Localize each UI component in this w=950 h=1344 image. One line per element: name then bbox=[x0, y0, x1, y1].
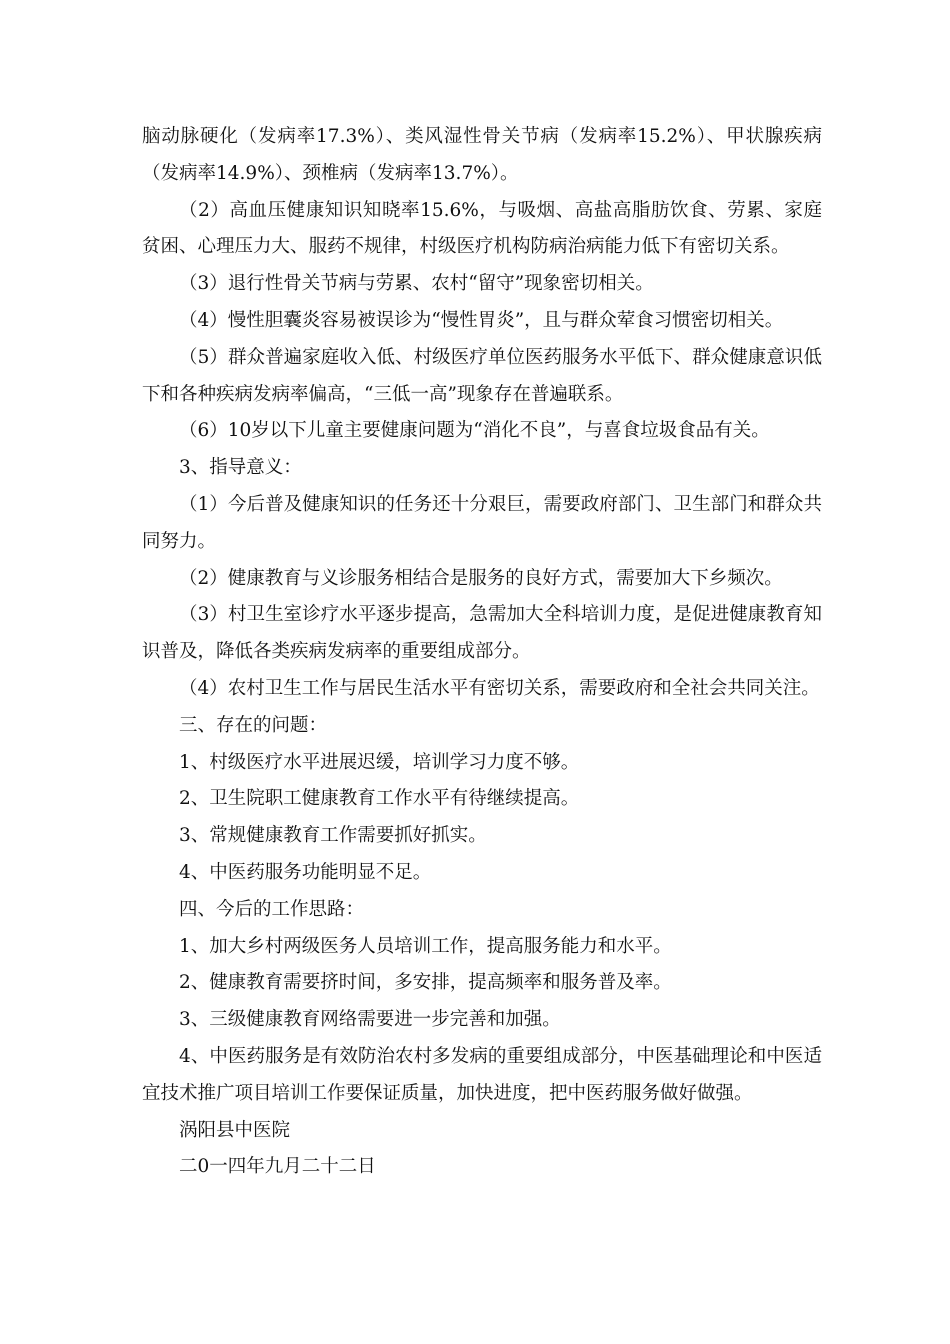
list-item-future-1: 1、加大乡村两级医务人员培训工作，提高服务能力和水平。 bbox=[179, 935, 672, 957]
paragraph-cholecystitis: （4）慢性胆囊炎容易被误诊为“慢性胃炎”，且与群众荤食习惯密切相关。 bbox=[179, 309, 784, 331]
paragraph-three-lows-one-high: （5）群众普遍家庭收入低、村级医疗单位医药服务水平低下、群众健康意识低下和各种疾病发病率偏高，“三低一高”现象存在普遍联系。 bbox=[142, 346, 822, 405]
paragraph-guidance-1: （1）今后普及健康知识的任务还十分艰巨，需要政府部门、卫生部门和群众共同努力。 bbox=[142, 493, 822, 552]
list-item-future-2: 2、健康教育需要挤时间，多安排，提高频率和服务普及率。 bbox=[179, 972, 672, 994]
list-item-problem-3: 3、常规健康教育工作需要抓好抓实。 bbox=[179, 825, 487, 847]
paragraph-osteoarthritis: （3）退行性骨关节病与劳累、农村“留守”现象密切相关。 bbox=[179, 273, 654, 295]
list-item-problem-2: 2、卫生院职工健康教育工作水平有待继续提高。 bbox=[179, 788, 580, 810]
paragraph-guidance-2: （2）健康教育与义诊服务相结合是服务的良好方式，需要加大下乡频次。 bbox=[179, 567, 783, 589]
paragraph-continuation: 脑动脉硬化（发病率17.3%）、类风湿性骨关节病（发病率15.2%）、甲状腺疾病（发病率14.9%）、颈椎病（发病率13.7%）。 bbox=[142, 126, 822, 184]
section-heading-problems: 三、存在的问题： bbox=[179, 714, 328, 736]
document-body bbox=[142, 119, 822, 1186]
section-heading-future-work: 四、今后的工作思路： bbox=[179, 898, 365, 920]
list-item-future-3: 3、三级健康教育网络需要进一步完善和加强。 bbox=[179, 1009, 561, 1031]
list-item-problem-1: 1、村级医疗水平进展迟缓，培训学习力度不够。 bbox=[179, 751, 580, 773]
list-item-future-4: 4、中医药服务是有效防治农村多发病的重要组成部分，中医基础理论和中医适宜技术推广项目培训工作要保证质量，加快进度，把中医药服务做好做强。 bbox=[142, 1045, 822, 1104]
paragraph-guidance-3: （3）村卫生室诊疗水平逐步提高，急需加大全科培训力度，是促进健康教育知识普及，降低各类疾病发病率的重要组成部分。 bbox=[142, 604, 822, 663]
signature-date: 二0一四年九月二十二日 bbox=[179, 1156, 376, 1178]
paragraph-guidance-4: （4）农村卫生工作与居民生活水平有密切关系，需要政府和全社会共同关注。 bbox=[179, 677, 820, 699]
paragraph-hypertension-awareness: （2）高血压健康知识知晓率15.6%，与吸烟、高盐高脂肪饮食、劳累、家庭贫困、心理压力大、服药不规律，村级医疗机构防病治病能力低下有密切关系。 bbox=[142, 199, 822, 258]
list-item-problem-4: 4、中医药服务功能明显不足。 bbox=[179, 861, 432, 883]
signature-organization: 涡阳县中医院 bbox=[179, 1119, 291, 1141]
paragraph-children-health: （6）10岁以下儿童主要健康问题为“消化不良”，与喜食垃圾食品有关。 bbox=[179, 420, 770, 442]
section-heading-guidance: 3、指导意义： bbox=[179, 457, 302, 479]
